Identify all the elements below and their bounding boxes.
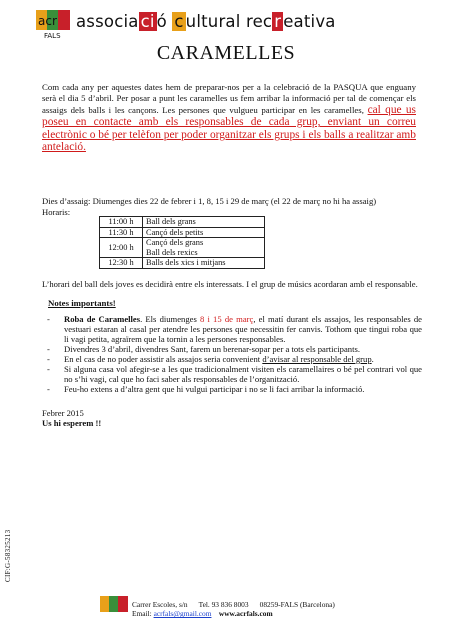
- logo-a: acr: [38, 14, 57, 28]
- organization-name: associa ci ó c ultural rec r eativa: [76, 12, 336, 31]
- schedule-activity: [143, 238, 265, 258]
- notes-list: [44, 314, 422, 394]
- footer-web-row: [132, 609, 335, 618]
- list-item: - Feu-ho extens a d’altra gent que hi vulgui participar i no se li faci arribar la informació.: [44, 384, 422, 394]
- notes-heading: Notes importants!: [48, 298, 116, 308]
- schedule-activity-line: Cançó dels grans: [146, 238, 204, 248]
- intro-paragraph: [42, 82, 416, 154]
- footer-website-link[interactable]: www.acrfals.com: [218, 609, 273, 619]
- document-title: CARAMELLES: [156, 42, 296, 64]
- acr-logo: [36, 10, 70, 40]
- closing: [42, 408, 101, 428]
- footer-contact: [132, 600, 335, 618]
- footer-city: 08259-FALS (Barcelona): [259, 600, 335, 609]
- list-item: - En el cas de no poder assistir als assajos seria convenient d’avisar al responsable del grup.: [44, 354, 422, 364]
- schedule-activity: Cançó dels petits: [143, 227, 265, 238]
- cif-number: CIF:G-58325213: [4, 529, 12, 582]
- schedule-activity: Ball dels grans: [143, 217, 265, 228]
- schedule-time: 11:30 h: [100, 227, 143, 238]
- footer-phone: Tel. 93 836 8003: [198, 600, 249, 609]
- closing-date: Febrer 2015: [42, 408, 84, 418]
- intro-text: Com cada any per aquestes dates hem de preparar-nos per a la celebració de la PASQUA que enguany serà el dia 5 d’abril. Per posar a punt les caramelles us fem arribar la informació per tal de començar els assaigs dels balls i les cançons. Les persones que vulgueu participar en les caramelles,: [42, 82, 416, 115]
- letterhead: [36, 8, 416, 42]
- schedule-activity-line: Ball dels rexics: [146, 247, 198, 257]
- footer-address-row: [132, 600, 335, 609]
- schedule-table: [99, 216, 265, 269]
- footer-address: Carrer Escoles, s/n: [132, 600, 188, 609]
- table-row: [100, 227, 265, 238]
- list-item: - Roba de Caramelles. Els diumenges 8 i 15 de març, el matí durant els assajos, les responsables de vestuari estaran al casal per atendre les persones que necessitin fer canvis. Tothom que tingui roba que li vagi petita, agraïrem que la tornin a les persones responsables.: [44, 314, 422, 344]
- footer-email-label: Email:: [132, 609, 154, 619]
- list-item: - Si alguna casa vol afegir-se a les que tradicionalment visiten els caramellaires o bé pel contrari vol que no s’hi vagi, cal que ho faci saber als responsables de l’organització.: [44, 364, 422, 384]
- schedule-label: Horaris:: [42, 207, 71, 217]
- table-row: [100, 238, 265, 258]
- table-row: [100, 217, 265, 228]
- intro-highlight: cal que us poseu en contacte amb els responsables de cada grup, enviant un correu electrònic o bé per telèfon per poder organitzar els grups i els balls a realitzar amb antelació.: [42, 103, 416, 154]
- closing-signoff: Us hi esperem !!: [42, 418, 102, 429]
- dance-schedule-note: L’horari del ball dels joves es decidirà entre els interessats. I el grup de músics acordaran amb el responsable.: [42, 279, 418, 289]
- schedule-activity: Balls dels xics i mitjans: [143, 258, 265, 269]
- schedule-time: 12:00 h: [100, 238, 143, 258]
- table-row: [100, 258, 265, 269]
- footer-logo: [100, 596, 128, 612]
- list-item: - Divendres 3 d’abril, divendres Sant, farem un berenar-sopar per a tots els participants.: [44, 344, 422, 354]
- footer-email-link[interactable]: acrfals@gmail.com: [153, 609, 212, 619]
- rehearsal-dates: Dies d’assaig: Diumenges dies 22 de febrer i 1, 8, 15 i 29 de març (el 22 de març no hi ha assaig): [42, 196, 377, 206]
- logo-sub: FALS: [44, 32, 61, 40]
- schedule-time: 12:30 h: [100, 258, 143, 269]
- schedule-time: 11:00 h: [100, 217, 143, 228]
